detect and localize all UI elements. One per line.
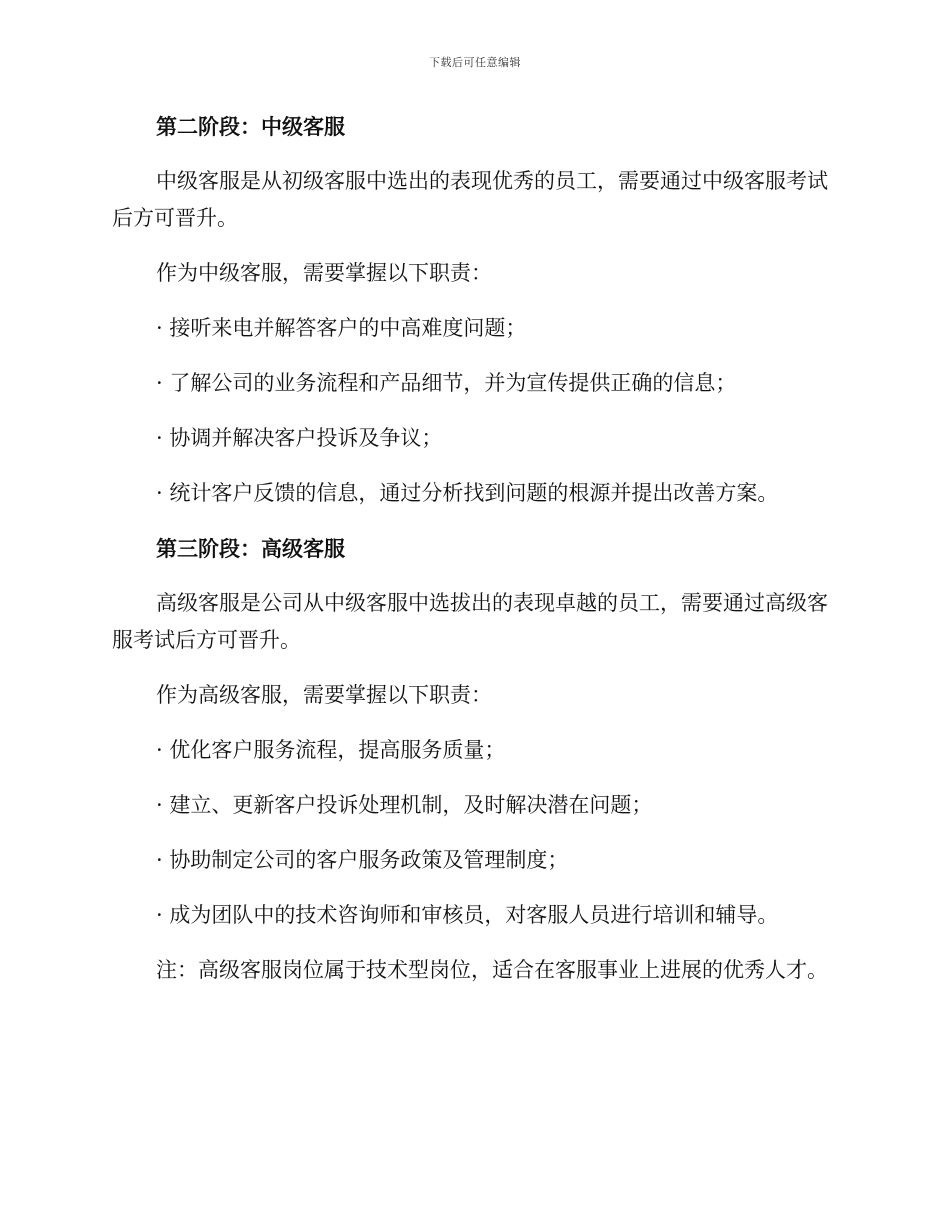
duty-bullet: · 成为团队中的技术咨询师和审核员，对客服人员进行培训和辅导。 (156, 903, 779, 927)
document-body (112, 108, 836, 1007)
section-intro-intermediate: 中级客服是从初级客服中选出的表现优秀的员工，需要通过中级客服考试后方可晋升。 (112, 169, 828, 230)
duty-bullet: · 统计客户反馈的信息，通过分析找到问题的根源并提出改善方案。 (156, 481, 779, 505)
section-lead-senior: 作为高级客服，需要掌握以下职责： (156, 683, 492, 707)
section-intro-senior: 高级客服是公司从中级客服中选拔出的表现卓越的员工，需要通过高级客服考试后方可晋升。 (112, 591, 828, 652)
duty-bullet: · 建立、更新客户投诉处理机制，及时解决潜在问题； (156, 793, 653, 817)
section-lead-intermediate: 作为中级客服，需要掌握以下职责： (156, 261, 492, 285)
page-header: 下载后可任意编辑 (429, 56, 521, 69)
duty-bullet: · 协调并解决客户投诉及争议； (156, 426, 443, 450)
duty-bullet: · 协助制定公司的客户服务政策及管理制度； (156, 848, 569, 872)
section-heading-intermediate: 第二阶段：中级客服 (156, 114, 345, 139)
duty-bullet: · 优化客户服务流程，提高服务质量； (156, 738, 506, 762)
section-heading-senior: 第三阶段：高级客服 (156, 536, 345, 561)
duty-bullet: · 了解公司的业务流程和产品细节，并为宣传提供正确的信息； (156, 371, 737, 395)
note-paragraph: 注：高级客服岗位属于技术型岗位，适合在客服事业上进展的优秀人才。 (156, 958, 828, 982)
duty-bullet: · 接听来电并解答客户的中高难度问题； (156, 316, 527, 340)
